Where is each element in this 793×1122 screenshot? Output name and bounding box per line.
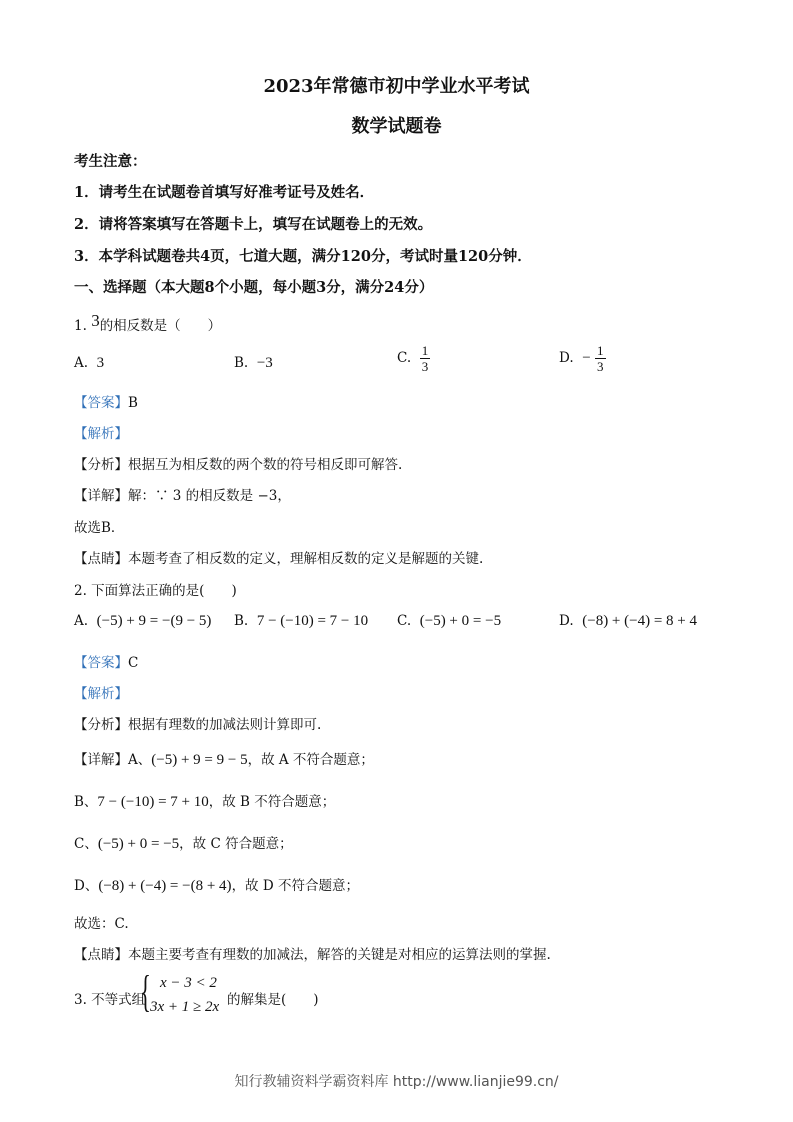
q3-post: 的解集是( ) <box>227 992 319 1008</box>
q2-answer: 【答案】C <box>74 655 139 671</box>
q1-choose: 故选B． <box>74 520 125 536</box>
q1-dianjing: 【点睛】本题考查了相反数的定义，理解相反数的定义是解题的关键. <box>74 551 484 567</box>
footer-text: 知行教辅资料学霸资料库 http://www.lianjie99.cn/ <box>234 1074 559 1090</box>
q2-option-b: B. 7 − (−10) = 7 − 10 <box>234 613 369 629</box>
q1-stem-text: 的相反数是（ ） <box>99 318 222 334</box>
q2-detail-a: 【详解】A、(−5) + 9 = 9 − 5，故 A 不符合题意； <box>74 752 374 768</box>
q2-choose: 故选：C. <box>74 916 129 932</box>
q1-d-fraction: $\frac{1}{3}$ <box>597 343 604 374</box>
q2-option-a: A. (−5) + 9 = −(9 − 5) <box>74 613 212 629</box>
q2-fenxi: 【分析】根据有理数的加减法则计算即可. <box>74 717 322 733</box>
notice-item-1: 1．请考生在试题卷首填写好准考证号及姓名． <box>74 184 375 201</box>
page-title: 2023年常德市初中学业水平考试 <box>263 76 530 97</box>
q1-number: 1. <box>74 318 87 334</box>
notice-heading: 考生注意： <box>74 153 147 170</box>
q3-inequality-2: 3x + 1 ≥ 2x <box>150 999 220 1015</box>
q1-analysis-tag: 【解析】 <box>74 426 128 442</box>
q1-option-c: C. $\frac{1}{3}$ <box>397 343 429 374</box>
q1-xiangjie: 【详解】解：∵ 3 的相反数是 −3， <box>74 488 291 504</box>
q1-c-fraction: $\frac{1}{3}$ <box>421 343 429 374</box>
q2-stem: 2. 下面算法正确的是( ) <box>74 583 237 599</box>
q2-option-d: D. (−8) + (−4) = 8 + 4 <box>559 613 698 629</box>
q3-pre: 3. 不等式组 <box>74 992 146 1008</box>
q1-option-a: A. 3 <box>74 355 105 371</box>
notice-item-2: 2．请将答案填写在答题卡上，填写在试题卷上的无效。 <box>74 216 433 233</box>
q3-brace: { <box>140 967 151 1016</box>
q1-option-b: B. −3 <box>234 355 273 371</box>
q2-option-c: C. (−5) + 0 = −5 <box>397 613 502 629</box>
q2-detail-d: D、(−8) + (−4) = −(8 + 4)，故 D 不符合题意； <box>74 878 359 894</box>
q1-answer: 【答案】B <box>74 395 138 411</box>
q2-detail-b: B、7 − (−10) = 7 + 10，故 B 不符合题意； <box>74 794 336 810</box>
notice-item-3: 3．本学科试题卷共4页，七道大题，满分120分，考试时量120分钟． <box>74 248 532 265</box>
section-heading: 一、选择题（本大题8个小题，每小题3分，满分24分） <box>74 279 434 296</box>
q2-analysis-tag: 【解析】 <box>74 686 128 702</box>
q1-option-d: D. − $\frac{1}{3}$ <box>559 343 604 374</box>
q1-three: 3 <box>91 311 100 330</box>
q2-dianjing: 【点睛】本题主要考查有理数的加减法，解答的关键是对相应的运算法则的掌握. <box>74 947 551 963</box>
page-subtitle: 数学试题卷 <box>351 116 442 137</box>
q1-fenxi: 【分析】根据互为相反数的两个数的符号相反即可解答. <box>74 457 403 473</box>
q2-detail-c: C、(−5) + 0 = −5，故 C 符合题意； <box>74 836 293 852</box>
q3-inequality-1: x − 3 < 2 <box>160 975 217 991</box>
q1-stem <box>74 311 222 335</box>
